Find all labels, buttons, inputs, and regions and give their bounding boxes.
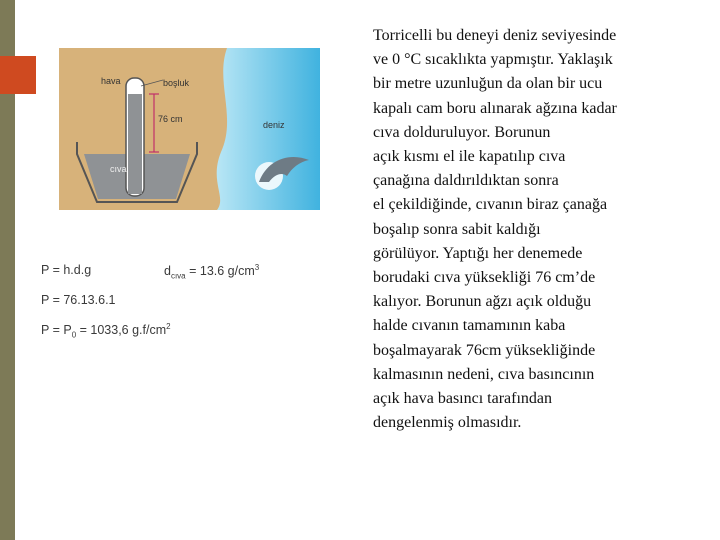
air-label: hava	[101, 76, 121, 86]
accent-block	[0, 56, 36, 94]
paragraph-line: boşalıp sonra sabit kaldığı	[373, 220, 541, 238]
paragraph-line: açık kısmı el ile kapatılıp cıva	[373, 148, 566, 166]
paragraph-line: ve 0 °C sıcaklıkta yapmıştır. Yaklaşık	[373, 51, 613, 69]
paragraph-line: kalıyor. Borunun ağzı açık olduğu	[373, 293, 592, 311]
height-label: 76 cm	[158, 114, 183, 124]
sea-label: deniz	[263, 120, 285, 130]
formula-pressure: P = h.d.g	[41, 263, 92, 277]
paragraph-line: borudaki cıva yüksekliği 76 cm’de	[373, 269, 596, 287]
paragraph-line: Torricelli bu deneyi deniz seviyesinde	[373, 27, 617, 44]
paragraph-line: çanağına daldırıldıktan sonra	[373, 172, 559, 190]
paragraph	[373, 24, 693, 435]
formula-result: $P = P_0 = 1033,6$ $g.f/cm^2$	[41, 322, 171, 340]
paragraph-line: boşalmayarak 76cm yüksekliğinde	[373, 341, 596, 359]
paragraph-line: halde cıvanın tamamının kaba	[373, 317, 566, 335]
paragraph-line: cıva dolduruluyor. Borunun	[373, 123, 551, 141]
mercury-label: cıva	[110, 164, 127, 174]
paragraph-line: dengelenmiş olmasıdır.	[373, 414, 522, 432]
paragraph-line: kapalı cam boru alınarak ağzına kadar	[373, 99, 617, 117]
formula-calculation: P = 76.13.6.1	[41, 293, 116, 307]
paragraph-line: el çekildiğinde, cıvanın biraz çanağa	[373, 196, 608, 214]
formula-density: $d_{cıva} = 13.6$ $g/cm^3$	[164, 263, 260, 281]
paragraph-line: görülüyor. Yaptığı her denemede	[373, 244, 583, 262]
torricelli-figure	[37, 42, 320, 345]
mercury-column	[128, 94, 142, 194]
paragraph-line: kalmasının nedeni, cıva basıncının	[373, 365, 595, 383]
vacuum-label: boşluk	[163, 78, 190, 88]
paragraph-line: açık hava basıncı tarafından	[373, 390, 553, 408]
paragraph-line: bir metre uzunluğun da olan bir ucu	[373, 75, 603, 93]
